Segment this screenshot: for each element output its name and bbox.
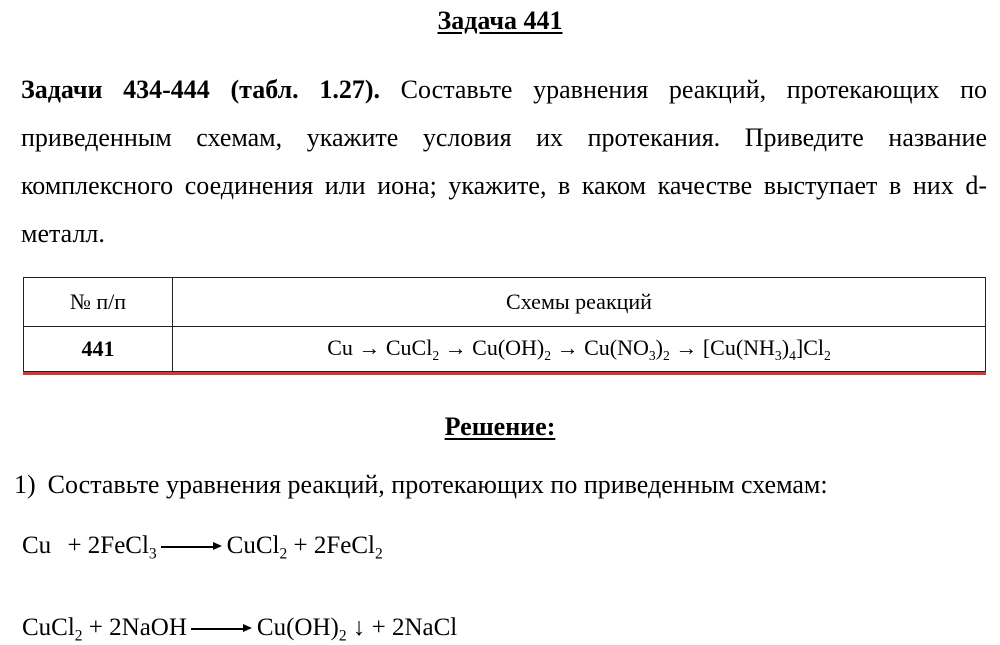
scheme-complex: [Cu(NH (702, 334, 775, 360)
scheme-cu: Cu (327, 334, 353, 360)
table-header-row (24, 278, 986, 327)
header-scheme: Схемы реакций (173, 278, 986, 327)
solution-title: Решение: (444, 412, 556, 441)
scheme-chloride: ]Cl (795, 334, 824, 360)
subscript: 2 (824, 347, 831, 363)
task-reference: Задачи 434-444 (табл. 1.27). (21, 75, 380, 104)
step-1 (14, 470, 828, 500)
equation-1 (22, 532, 383, 563)
page-title: Задача 441 (437, 6, 563, 35)
subscript: 3 (648, 347, 656, 363)
scheme-paren: ) (655, 334, 663, 360)
subscript: 2 (374, 545, 383, 563)
equation-2 (22, 614, 457, 645)
step-number: 1) (14, 470, 36, 499)
scheme-cuoh2: Cu(OH) (472, 334, 545, 360)
product: CuCl (226, 532, 280, 559)
product: 2FeCl (313, 532, 375, 559)
scheme-paren: ) (781, 334, 790, 360)
red-underline (23, 372, 986, 375)
reactant: 2NaOH (109, 614, 187, 641)
reaction-scheme (173, 327, 986, 372)
long-arrow-icon (161, 541, 223, 553)
scheme-cucl2: CuCl (385, 334, 433, 360)
subscript: 2 (279, 545, 288, 563)
task-instructions: Составьте уравнения реакций, протекающих по приведенным схемам, укажите условия их протекания. Приведите название комплексного соединения или иона; укажите, в каком качестве выступает в них d-металл. (21, 75, 987, 248)
scheme-arrow: → (556, 334, 579, 360)
subscript: 2 (74, 627, 83, 645)
task-description (21, 66, 987, 258)
subscript: 3 (774, 347, 782, 363)
subscript: 2 (432, 347, 440, 363)
plus-sign: + (88, 614, 103, 641)
subscript: 2 (544, 347, 552, 363)
reactant: 2FeCl (87, 532, 149, 559)
product: Cu(OH) (256, 614, 339, 641)
reactant: CuCl (22, 614, 75, 641)
scheme-arrow: → (444, 334, 467, 360)
scheme-cuno32: Cu(NO (584, 334, 649, 360)
subscript: 4 (789, 347, 796, 363)
product: 2NaCl (391, 614, 458, 641)
subscript: 2 (663, 347, 670, 363)
plus-sign: + (371, 614, 386, 641)
task-table (23, 277, 986, 372)
subscript: 3 (148, 545, 157, 563)
subscript: 2 (338, 627, 347, 645)
scheme-arrow: → (675, 334, 698, 360)
plus-sign: + (67, 532, 82, 559)
header-number: № п/п (24, 278, 173, 327)
scheme-arrow: → (358, 334, 381, 360)
reactant: Cu (22, 532, 52, 559)
table-row (24, 327, 986, 372)
precipitate-arrow: ↓ (352, 614, 366, 641)
task-number: 441 (24, 327, 173, 372)
step-text: Составьте уравнения реакций, протекающих по приведенным схемам: (47, 470, 828, 499)
long-arrow-icon (191, 623, 253, 635)
plus-sign: + (293, 532, 308, 559)
